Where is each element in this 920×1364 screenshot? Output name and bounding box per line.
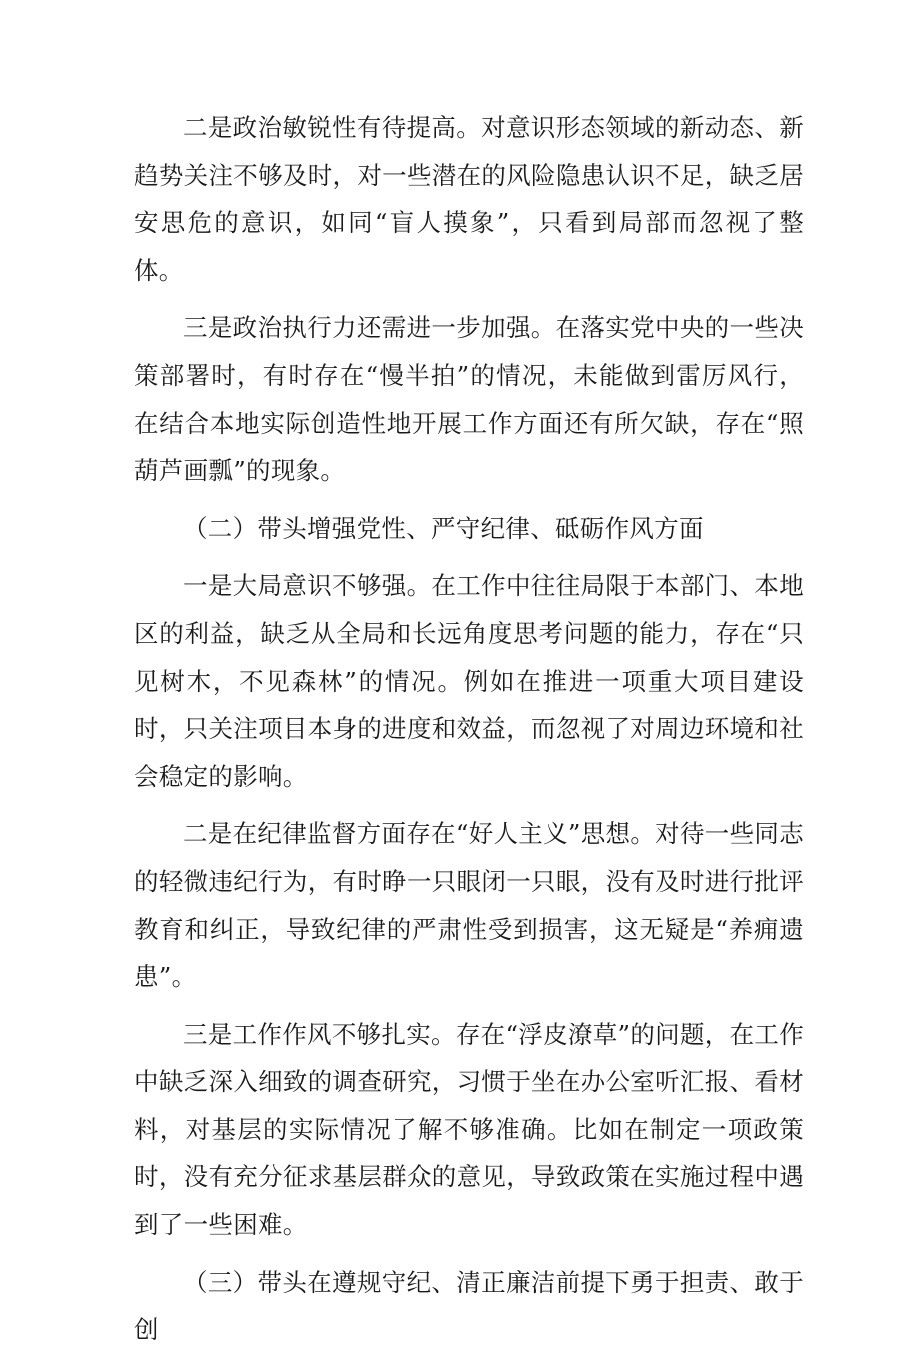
document-body [134,104,804,1364]
paragraph-political-sensitivity: 二是政治敏锐性有待提高。对意识形态领域的新动态、新趋势关注不够及时，对一些潜在的风险隐患认识不足，缺乏居安思危的意识，如同“盲人摸象”，只看到局部而忽视了整体。 [134,113,804,285]
paragraph-discipline-supervision: 二是在纪律监督方面存在“好人主义”思想。对待一些同志的轻微违纪行为，有时睁一只眼闭一只眼，没有及时进行批评教育和纠正，导致纪律的严肃性受到损害，这无疑是“养痈遗患”。 [134,819,804,992]
section-heading-2: （二）带头增强党性、严守纪律、砥砺作风方面 [183,513,704,543]
section-heading-3: （三）带头在遵规守纪、清正廉洁前提下勇于担责、敢于创 [134,1267,804,1345]
paragraph-work-style: 三是工作作风不够扎实。存在“浮皮潦草”的问题，在工作中缺乏深入细致的调查研究，习惯于坐在办公室听汇报、看材料，对基层的实际情况了解不够准确。比如在制定一项政策时，没有充分征求基层群众的意见，导致政策在实施过程中遇到了一些困难。 [134,1019,804,1240]
paragraph-overall-awareness: 一是大局意识不够强。在工作中往往局限于本部门、本地区的利益，缺乏从全局和长远角度思考问题的能力，存在“只见树木，不见森林”的情况。例如在推进一项重大项目建设时，只关注项目本身的进度和效益，而忽视了对周边环境和社会稳定的影响。 [134,571,804,791]
paragraph-political-execution: 三是政治执行力还需进一步加强。在落实党中央的一些决策部署时，有时存在“慢半拍”的情况，未能做到雷厉风行，在结合本地实际创造性地开展工作方面还有所欠缺，存在“照葫芦画瓢”的现象。 [134,313,804,486]
